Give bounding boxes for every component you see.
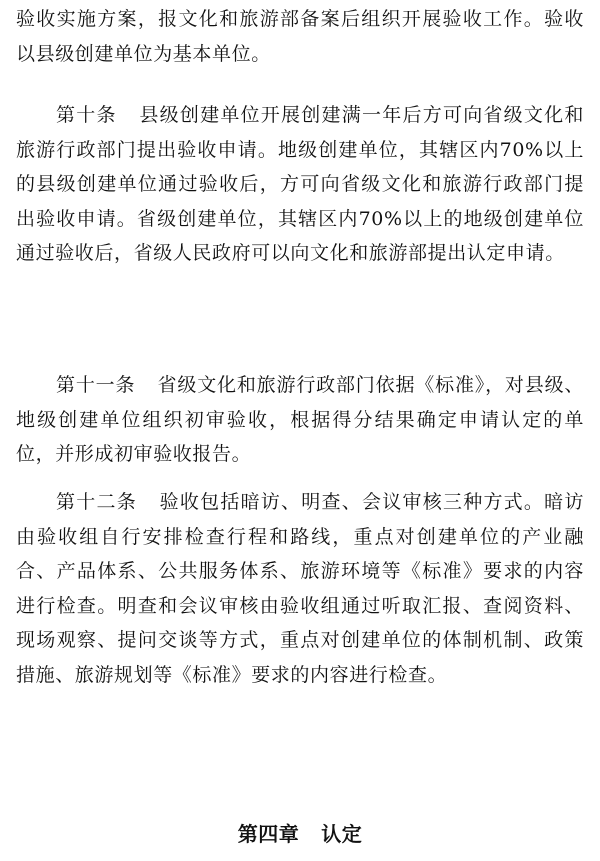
chapter-heading [0, 818, 600, 847]
paragraph-continuation [16, 2, 584, 71]
paragraph-text: 县级创建单位开展创建满一年后方可向省级文化和旅游行政部门提出验收申请。地级创建单位，其辖区内70%以上的县级创建单位通过验收后，方可向省级文化和旅游行政部门提出验收申请。省级创建单位，其辖区内70%以上的地级创建单位通过验收后，省级人民政府可以向文化和旅游部提出认定申请。 [16, 104, 584, 264]
chapter-number: 第四章 [237, 822, 300, 846]
paragraph-text: 省级文化和旅游行政部门依据《标准》，对县级、地级创建单位组织初审验收，根据得分结果确定申请认定的单位，并形成初审验收报告。 [16, 374, 584, 465]
article-number: 第十一条 [56, 374, 136, 396]
article-number: 第十二条 [56, 491, 137, 513]
article-10 [16, 98, 584, 271]
paragraph-text: 验收实施方案，报文化和旅游部备案后组织开展验收工作。验收以县级创建单位为基本单位。 [16, 8, 584, 65]
article-number: 第十条 [56, 104, 117, 126]
paragraph-text: 验收包括暗访、明查、会议审核三种方式。暗访由验收组自行安排检查行程和路线，重点对创建单位的产业融合、产品体系、公共服务体系、旅游环境等《标准》要求的内容进行检查。明查和会议审核由验收组通过听取汇报、查阅资料、现场观察、提问交谈等方式，重点对创建单位的体制机制、政策措施、旅游规划等《标准》要求的内容进行检查。 [16, 491, 584, 686]
chapter-title: 认定 [321, 822, 363, 846]
article-11 [16, 368, 584, 472]
article-12 [16, 485, 584, 692]
